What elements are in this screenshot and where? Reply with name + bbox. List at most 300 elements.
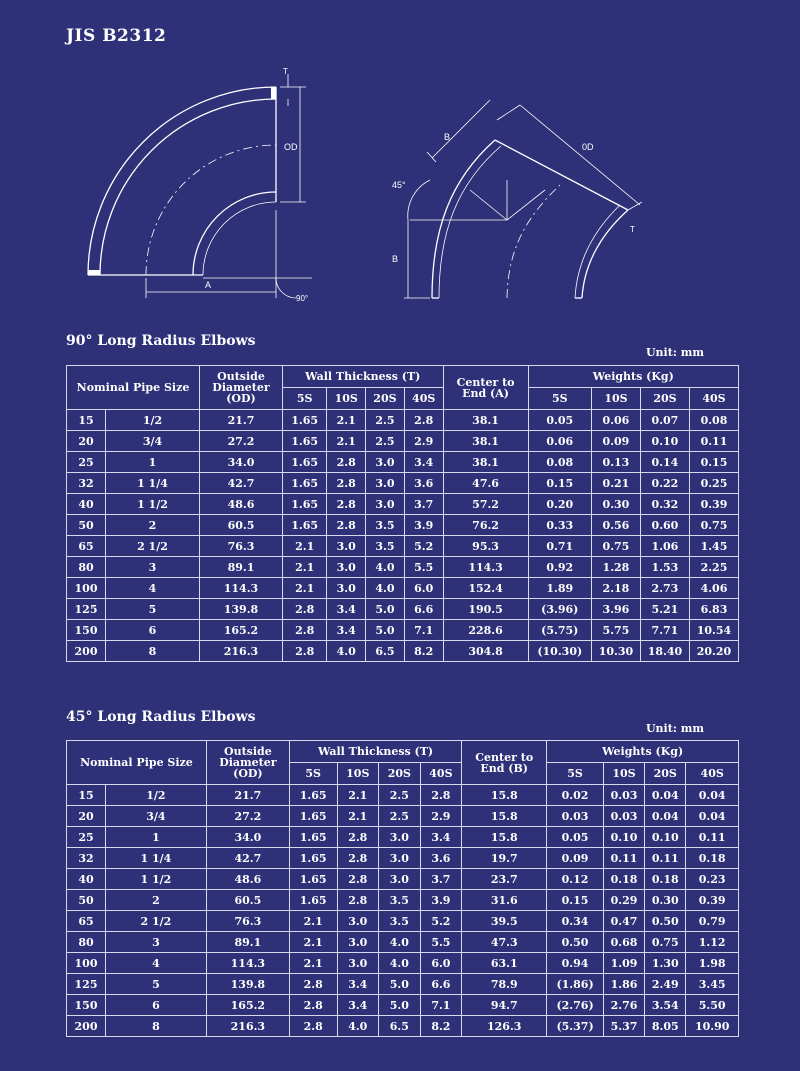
t-label-45: T xyxy=(630,225,635,234)
center-cell: 95.3 xyxy=(443,536,528,557)
wall-5s-cell: 1.65 xyxy=(282,494,326,515)
wall-10s-cell: 2.8 xyxy=(327,515,366,536)
dn-cell: 40 xyxy=(67,869,106,890)
inch-cell: 2 1/2 xyxy=(106,536,200,557)
wall-40s-cell: 6.0 xyxy=(420,953,462,974)
wall-20s-cell: 5.0 xyxy=(379,974,421,995)
weight-5s-cell: 0.03 xyxy=(547,806,604,827)
header-weights: Weights (Kg) xyxy=(547,741,739,763)
weight-40s-cell: 0.39 xyxy=(689,494,738,515)
weight-20s-cell: 0.10 xyxy=(645,827,686,848)
header-nominal: Nominal Pipe Size xyxy=(67,366,200,410)
weight-40s-cell: 0.75 xyxy=(689,515,738,536)
od-cell: 165.2 xyxy=(206,995,289,1016)
dn-cell: 40 xyxy=(67,494,106,515)
header-weight-5s: 5S xyxy=(547,763,604,785)
dn-cell: 150 xyxy=(67,995,106,1016)
wall-10s-cell: 2.8 xyxy=(337,869,379,890)
od-cell: 21.7 xyxy=(206,785,289,806)
wall-20s-cell: 4.0 xyxy=(379,932,421,953)
od-cell: 139.8 xyxy=(199,599,282,620)
wall-5s-cell: 2.8 xyxy=(282,620,326,641)
weight-20s-cell: 0.04 xyxy=(645,785,686,806)
weight-40s-cell: 5.50 xyxy=(686,995,739,1016)
weight-10s-cell: 0.75 xyxy=(591,536,640,557)
weight-10s-cell: 0.09 xyxy=(591,431,640,452)
od-cell: 139.8 xyxy=(206,974,289,995)
od-cell: 89.1 xyxy=(199,557,282,578)
inch-cell: 1 1/2 xyxy=(106,494,200,515)
header-center: Center to End (B) xyxy=(462,741,547,785)
wall-20s-cell: 5.0 xyxy=(366,599,405,620)
wall-5s-cell: 1.65 xyxy=(289,890,337,911)
wall-5s-cell: 2.1 xyxy=(282,578,326,599)
wall-5s-cell: 1.65 xyxy=(282,431,326,452)
dn-cell: 200 xyxy=(67,1016,106,1037)
wall-10s-cell: 2.8 xyxy=(337,890,379,911)
inch-cell: 3 xyxy=(106,932,207,953)
od-cell: 114.3 xyxy=(199,578,282,599)
center-cell: 126.3 xyxy=(462,1016,547,1037)
inch-cell: 1 1/4 xyxy=(106,473,200,494)
od-cell: 27.2 xyxy=(206,806,289,827)
dn-cell: 200 xyxy=(67,641,106,662)
wall-40s-cell: 3.4 xyxy=(420,827,462,848)
wall-20s-cell: 3.5 xyxy=(366,515,405,536)
center-cell: 228.6 xyxy=(443,620,528,641)
dn-cell: 15 xyxy=(67,410,106,431)
b-left-label-45: B xyxy=(392,254,399,264)
center-cell: 19.7 xyxy=(462,848,547,869)
weight-5s-cell: (5.75) xyxy=(528,620,591,641)
weight-40s-cell: 1.98 xyxy=(686,953,739,974)
table-row xyxy=(67,953,739,974)
weight-20s-cell: 0.11 xyxy=(645,848,686,869)
center-cell: 63.1 xyxy=(462,953,547,974)
dn-cell: 150 xyxy=(67,620,106,641)
weight-40s-cell: 10.54 xyxy=(689,620,738,641)
header-weight-20s: 20S xyxy=(645,763,686,785)
dn-cell: 65 xyxy=(67,536,106,557)
od-cell: 114.3 xyxy=(206,953,289,974)
weight-5s-cell: 0.71 xyxy=(528,536,591,557)
weight-40s-cell: 0.04 xyxy=(686,806,739,827)
wall-40s-cell: 3.7 xyxy=(404,494,443,515)
weight-10s-cell: 10.30 xyxy=(591,641,640,662)
wall-20s-cell: 3.0 xyxy=(366,473,405,494)
dn-cell: 65 xyxy=(67,911,106,932)
center-cell: 39.5 xyxy=(462,911,547,932)
weight-40s-cell: 10.90 xyxy=(686,1016,739,1037)
wall-10s-cell: 2.8 xyxy=(327,473,366,494)
weight-5s-cell: 0.08 xyxy=(528,452,591,473)
wall-20s-cell: 4.0 xyxy=(379,953,421,974)
od-cell: 34.0 xyxy=(199,452,282,473)
weight-40s-cell: 0.18 xyxy=(686,848,739,869)
weight-5s-cell: 0.50 xyxy=(547,932,604,953)
center-cell: 47.3 xyxy=(462,932,547,953)
od-cell: 60.5 xyxy=(206,890,289,911)
weight-40s-cell: 0.25 xyxy=(689,473,738,494)
wall-20s-cell: 3.0 xyxy=(366,452,405,473)
od-cell: 216.3 xyxy=(199,641,282,662)
wall-40s-cell: 5.2 xyxy=(404,536,443,557)
weight-10s-cell: 0.10 xyxy=(603,827,644,848)
wall-10s-cell: 3.0 xyxy=(337,911,379,932)
inch-cell: 3/4 xyxy=(106,431,200,452)
dn-cell: 80 xyxy=(67,932,106,953)
wall-5s-cell: 2.1 xyxy=(282,536,326,557)
wall-40s-cell: 3.9 xyxy=(404,515,443,536)
weight-10s-cell: 2.76 xyxy=(603,995,644,1016)
wall-40s-cell: 8.2 xyxy=(420,1016,462,1037)
header-weight-40s: 40S xyxy=(686,763,739,785)
table-row xyxy=(67,932,739,953)
table-90-elbows xyxy=(66,365,739,662)
weight-10s-cell: 2.18 xyxy=(591,578,640,599)
wall-10s-cell: 2.1 xyxy=(327,410,366,431)
wall-40s-cell: 6.6 xyxy=(420,974,462,995)
wall-40s-cell: 8.2 xyxy=(404,641,443,662)
weight-40s-cell: 4.06 xyxy=(689,578,738,599)
wall-20s-cell: 6.5 xyxy=(366,641,405,662)
table-row xyxy=(67,515,739,536)
table-row xyxy=(67,848,739,869)
table-row xyxy=(67,473,739,494)
od-label-45: 0D xyxy=(582,142,594,152)
weight-20s-cell: 2.49 xyxy=(645,974,686,995)
od-cell: 34.0 xyxy=(206,827,289,848)
od-cell: 76.3 xyxy=(199,536,282,557)
wall-5s-cell: 2.8 xyxy=(289,995,337,1016)
table-row xyxy=(67,890,739,911)
header-wall: Wall Thickness (T) xyxy=(282,366,443,388)
dn-cell: 20 xyxy=(67,806,106,827)
dn-cell: 32 xyxy=(67,848,106,869)
wall-10s-cell: 2.8 xyxy=(337,827,379,848)
weight-10s-cell: 0.29 xyxy=(603,890,644,911)
weight-5s-cell: 0.05 xyxy=(528,410,591,431)
wall-10s-cell: 3.0 xyxy=(327,578,366,599)
wall-40s-cell: 5.5 xyxy=(420,932,462,953)
table45-title: 45° Long Radius Elbows xyxy=(66,709,256,725)
inch-cell: 1/2 xyxy=(106,785,207,806)
center-cell: 31.6 xyxy=(462,890,547,911)
table90-unit: Unit: mm xyxy=(645,346,704,359)
weight-10s-cell: 0.03 xyxy=(603,785,644,806)
center-cell: 15.8 xyxy=(462,827,547,848)
weight-20s-cell: 0.07 xyxy=(640,410,689,431)
weight-5s-cell: 0.02 xyxy=(547,785,604,806)
weight-40s-cell: 0.39 xyxy=(686,890,739,911)
center-cell: 47.6 xyxy=(443,473,528,494)
weight-40s-cell: 0.04 xyxy=(686,785,739,806)
weight-20s-cell: 0.75 xyxy=(645,932,686,953)
header-wall-5s: 5S xyxy=(282,388,326,410)
wall-10s-cell: 3.4 xyxy=(337,974,379,995)
weight-5s-cell: (2.76) xyxy=(547,995,604,1016)
od-label-90: OD xyxy=(284,142,298,152)
header-wall-20s: 20S xyxy=(379,763,421,785)
weight-40s-cell: 20.20 xyxy=(689,641,738,662)
table45-body xyxy=(67,785,739,1037)
elbow-90-drawing xyxy=(88,74,312,298)
weight-10s-cell: 0.13 xyxy=(591,452,640,473)
weight-10s-cell: 3.96 xyxy=(591,599,640,620)
wall-10s-cell: 4.0 xyxy=(327,641,366,662)
od-cell: 48.6 xyxy=(206,869,289,890)
weight-10s-cell: 0.11 xyxy=(603,848,644,869)
table-row xyxy=(67,911,739,932)
inch-cell: 8 xyxy=(106,641,200,662)
table90-body xyxy=(67,410,739,662)
weight-20s-cell: 0.50 xyxy=(645,911,686,932)
inch-cell: 3/4 xyxy=(106,806,207,827)
weight-20s-cell: 0.60 xyxy=(640,515,689,536)
weight-20s-cell: 0.22 xyxy=(640,473,689,494)
weight-10s-cell: 5.75 xyxy=(591,620,640,641)
inch-cell: 2 xyxy=(106,515,200,536)
wall-5s-cell: 2.8 xyxy=(289,1016,337,1037)
header-wall-40s: 40S xyxy=(420,763,462,785)
od-cell: 60.5 xyxy=(199,515,282,536)
elbow-45-drawing xyxy=(404,100,642,298)
dn-cell: 100 xyxy=(67,578,106,599)
od-cell: 165.2 xyxy=(199,620,282,641)
wall-40s-cell: 2.9 xyxy=(404,431,443,452)
dn-cell: 100 xyxy=(67,953,106,974)
weight-40s-cell: 0.11 xyxy=(686,827,739,848)
weight-10s-cell: 1.28 xyxy=(591,557,640,578)
weight-10s-cell: 0.56 xyxy=(591,515,640,536)
elbow-diagrams xyxy=(0,60,800,320)
wall-20s-cell: 3.5 xyxy=(366,536,405,557)
weight-10s-cell: 0.03 xyxy=(603,806,644,827)
od-cell: 42.7 xyxy=(206,848,289,869)
weight-20s-cell: 0.10 xyxy=(640,431,689,452)
od-cell: 21.7 xyxy=(199,410,282,431)
center-cell: 190.5 xyxy=(443,599,528,620)
header-od: Outside Diameter (OD) xyxy=(199,366,282,410)
weight-20s-cell: 5.21 xyxy=(640,599,689,620)
wall-5s-cell: 1.65 xyxy=(282,473,326,494)
header-wall-20s: 20S xyxy=(366,388,405,410)
center-cell: 94.7 xyxy=(462,995,547,1016)
wall-40s-cell: 2.8 xyxy=(420,785,462,806)
wall-10s-cell: 2.8 xyxy=(337,848,379,869)
table-row xyxy=(67,785,739,806)
wall-20s-cell: 2.5 xyxy=(379,785,421,806)
inch-cell: 1 1/2 xyxy=(106,869,207,890)
wall-40s-cell: 2.8 xyxy=(404,410,443,431)
dn-cell: 32 xyxy=(67,473,106,494)
header-weights: Weights (Kg) xyxy=(528,366,738,388)
weight-20s-cell: 7.71 xyxy=(640,620,689,641)
wall-40s-cell: 3.6 xyxy=(420,848,462,869)
weight-10s-cell: 5.37 xyxy=(603,1016,644,1037)
header-wall: Wall Thickness (T) xyxy=(289,741,461,763)
wall-20s-cell: 2.5 xyxy=(379,806,421,827)
weight-10s-cell: 0.18 xyxy=(603,869,644,890)
wall-5s-cell: 2.1 xyxy=(289,953,337,974)
wall-40s-cell: 7.1 xyxy=(404,620,443,641)
wall-40s-cell: 6.6 xyxy=(404,599,443,620)
center-cell: 114.3 xyxy=(443,557,528,578)
wall-40s-cell: 7.1 xyxy=(420,995,462,1016)
wall-10s-cell: 3.4 xyxy=(337,995,379,1016)
inch-cell: 1 xyxy=(106,827,207,848)
dn-cell: 20 xyxy=(67,431,106,452)
weight-20s-cell: 1.30 xyxy=(645,953,686,974)
weight-40s-cell: 1.12 xyxy=(686,932,739,953)
inch-cell: 1/2 xyxy=(106,410,200,431)
weight-10s-cell: 0.68 xyxy=(603,932,644,953)
inch-cell: 4 xyxy=(106,953,207,974)
weight-5s-cell: 0.12 xyxy=(547,869,604,890)
weight-20s-cell: 1.53 xyxy=(640,557,689,578)
weight-40s-cell: 2.25 xyxy=(689,557,738,578)
inch-cell: 3 xyxy=(106,557,200,578)
dn-cell: 125 xyxy=(67,974,106,995)
wall-5s-cell: 1.65 xyxy=(289,848,337,869)
inch-cell: 5 xyxy=(106,599,200,620)
wall-5s-cell: 2.1 xyxy=(289,932,337,953)
header-weight-20s: 20S xyxy=(640,388,689,410)
weight-5s-cell: 0.15 xyxy=(528,473,591,494)
center-cell: 57.2 xyxy=(443,494,528,515)
wall-40s-cell: 6.0 xyxy=(404,578,443,599)
weight-5s-cell: 0.20 xyxy=(528,494,591,515)
header-wall-10s: 10S xyxy=(337,763,379,785)
weight-20s-cell: 0.18 xyxy=(645,869,686,890)
wall-5s-cell: 2.8 xyxy=(282,599,326,620)
weight-20s-cell: 18.40 xyxy=(640,641,689,662)
dn-cell: 15 xyxy=(67,785,106,806)
wall-20s-cell: 3.5 xyxy=(379,890,421,911)
weight-5s-cell: 0.94 xyxy=(547,953,604,974)
table-row xyxy=(67,557,739,578)
weight-40s-cell: 0.15 xyxy=(689,452,738,473)
dn-cell: 50 xyxy=(67,890,106,911)
wall-5s-cell: 1.65 xyxy=(282,410,326,431)
wall-10s-cell: 4.0 xyxy=(337,1016,379,1037)
weight-5s-cell: 0.15 xyxy=(547,890,604,911)
table-row xyxy=(67,869,739,890)
wall-20s-cell: 3.0 xyxy=(379,827,421,848)
inch-cell: 2 xyxy=(106,890,207,911)
center-cell: 152.4 xyxy=(443,578,528,599)
inch-cell: 2 1/2 xyxy=(106,911,207,932)
weight-10s-cell: 1.09 xyxy=(603,953,644,974)
wall-20s-cell: 2.5 xyxy=(366,410,405,431)
weight-10s-cell: 1.86 xyxy=(603,974,644,995)
od-cell: 42.7 xyxy=(199,473,282,494)
wall-20s-cell: 3.0 xyxy=(379,869,421,890)
table-row xyxy=(67,578,739,599)
angle-label-90: 90° xyxy=(296,294,309,303)
weight-10s-cell: 0.47 xyxy=(603,911,644,932)
header-weight-5s: 5S xyxy=(528,388,591,410)
header-weight-10s: 10S xyxy=(603,763,644,785)
weight-10s-cell: 0.21 xyxy=(591,473,640,494)
weight-5s-cell: (5.37) xyxy=(547,1016,604,1037)
wall-40s-cell: 3.6 xyxy=(404,473,443,494)
wall-20s-cell: 3.0 xyxy=(366,494,405,515)
wall-40s-cell: 5.5 xyxy=(404,557,443,578)
wall-10s-cell: 2.1 xyxy=(337,785,379,806)
center-cell: 38.1 xyxy=(443,452,528,473)
table90-title: 90° Long Radius Elbows xyxy=(66,333,256,349)
table-row xyxy=(67,599,739,620)
weight-20s-cell: 0.14 xyxy=(640,452,689,473)
inch-cell: 6 xyxy=(106,995,207,1016)
wall-20s-cell: 3.0 xyxy=(379,848,421,869)
table-row xyxy=(67,452,739,473)
a-label-90: A xyxy=(205,280,212,290)
wall-10s-cell: 3.0 xyxy=(337,953,379,974)
center-cell: 38.1 xyxy=(443,431,528,452)
header-wall-10s: 10S xyxy=(327,388,366,410)
inch-cell: 4 xyxy=(106,578,200,599)
wall-5s-cell: 1.65 xyxy=(282,515,326,536)
weight-40s-cell: 3.45 xyxy=(686,974,739,995)
wall-10s-cell: 3.0 xyxy=(337,932,379,953)
weight-10s-cell: 0.06 xyxy=(591,410,640,431)
weight-20s-cell: 2.73 xyxy=(640,578,689,599)
wall-5s-cell: 1.65 xyxy=(289,869,337,890)
od-cell: 27.2 xyxy=(199,431,282,452)
dn-cell: 25 xyxy=(67,452,106,473)
weight-40s-cell: 1.45 xyxy=(689,536,738,557)
table-row xyxy=(67,827,739,848)
wall-20s-cell: 4.0 xyxy=(366,578,405,599)
wall-20s-cell: 5.0 xyxy=(366,620,405,641)
wall-40s-cell: 2.9 xyxy=(420,806,462,827)
od-cell: 89.1 xyxy=(206,932,289,953)
center-cell: 78.9 xyxy=(462,974,547,995)
wall-10s-cell: 2.1 xyxy=(337,806,379,827)
b-top-label-45: B xyxy=(444,132,451,142)
table-row xyxy=(67,1016,739,1037)
header-nominal: Nominal Pipe Size xyxy=(67,741,207,785)
center-cell: 76.2 xyxy=(443,515,528,536)
wall-5s-cell: 1.65 xyxy=(289,785,337,806)
wall-10s-cell: 3.4 xyxy=(327,620,366,641)
inch-cell: 5 xyxy=(106,974,207,995)
center-cell: 38.1 xyxy=(443,410,528,431)
weight-5s-cell: 0.34 xyxy=(547,911,604,932)
wall-20s-cell: 2.5 xyxy=(366,431,405,452)
weight-20s-cell: 0.30 xyxy=(645,890,686,911)
wall-10s-cell: 2.8 xyxy=(327,452,366,473)
dn-cell: 125 xyxy=(67,599,106,620)
wall-5s-cell: 1.65 xyxy=(282,452,326,473)
center-cell: 15.8 xyxy=(462,785,547,806)
weight-40s-cell: 0.08 xyxy=(689,410,738,431)
weight-20s-cell: 3.54 xyxy=(645,995,686,1016)
table-row xyxy=(67,494,739,515)
dn-cell: 50 xyxy=(67,515,106,536)
weight-20s-cell: 0.32 xyxy=(640,494,689,515)
table-row xyxy=(67,995,739,1016)
header-wall-5s: 5S xyxy=(289,763,337,785)
header-wall-40s: 40S xyxy=(404,388,443,410)
center-cell: 15.8 xyxy=(462,806,547,827)
table-row xyxy=(67,641,739,662)
table-45-elbows xyxy=(66,740,739,1037)
inch-cell: 1 xyxy=(106,452,200,473)
table-row xyxy=(67,431,739,452)
